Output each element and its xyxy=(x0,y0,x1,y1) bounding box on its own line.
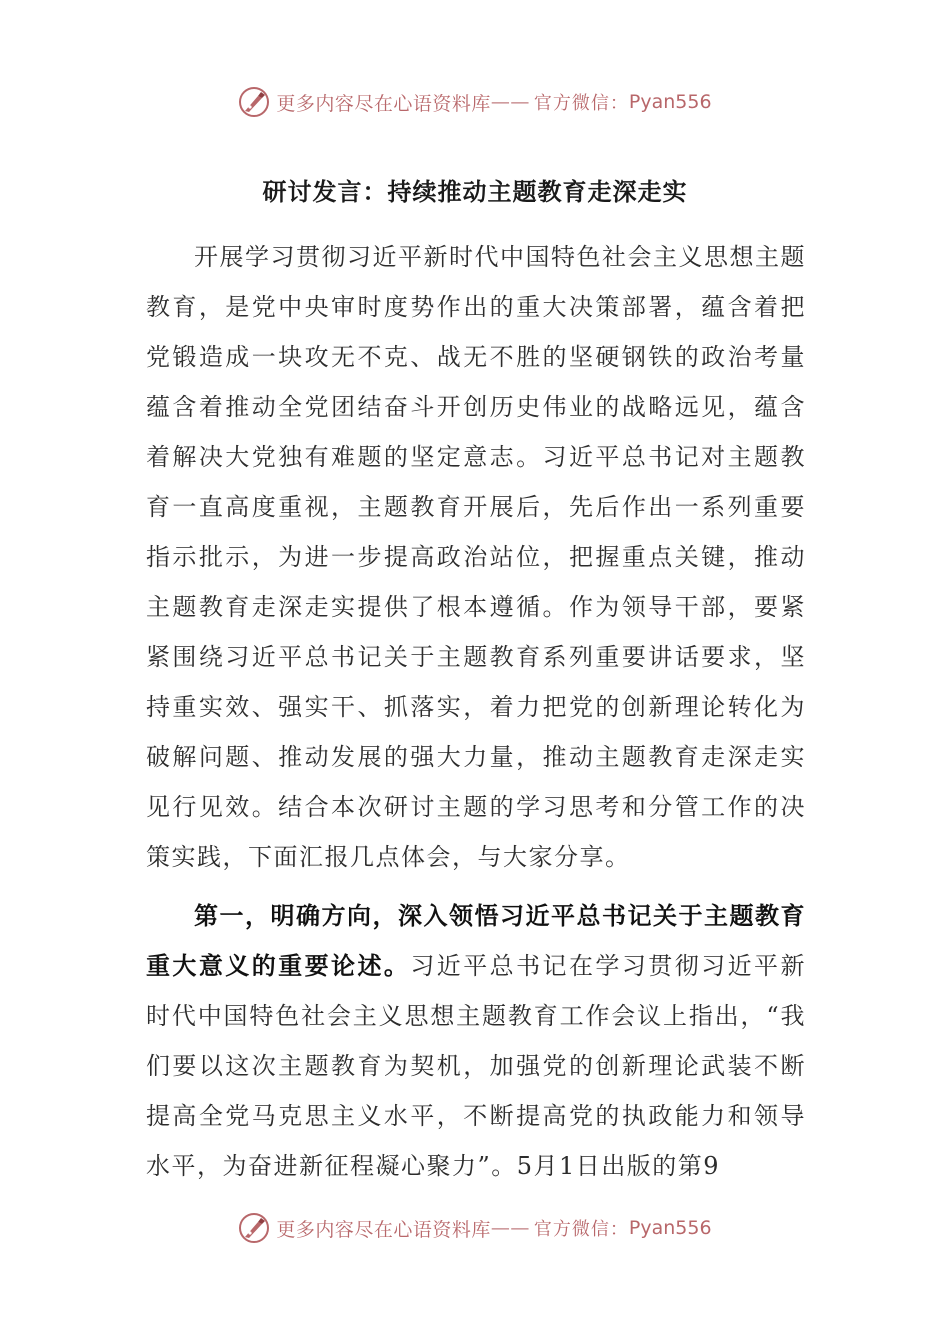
document-body xyxy=(146,232,806,1191)
header-banner xyxy=(0,82,950,122)
pen-nib-logo-icon xyxy=(238,86,270,118)
section-1-heading: 第一，明确方向，深入领悟习近平总书记关于主题教育重大意义的重要论述。 xyxy=(146,901,806,980)
paragraph-intro: 开展学习贯彻习近平新时代中国特色社会主义思想主题教育，是党中央审时度势作出的重大决策部署，蕴含着把党锻造成一块攻无不克、战无不胜的坚硬钢铁的政治考量蕴含着推动全党团结奋斗开创历史伟业的战略远见，蕴含着解决大党独有难题的坚定意志。习近平总书记对主题教育一直高度重视，主题教育开展后，先后作出一系列重要指示批示，为进一步提高政治站位，把握重点关键，推动主题教育走深走实提供了根本遵循。作为领导干部，要紧紧围绕习近平总书记关于主题教育系列重要讲话要求，坚持重实效、强实干、抓落实，着力把党的创新理论转化为破解问题、推动发展的强大力量，推动主题教育走深走实见行见效。结合本次研讨主题的学习思考和分管工作的决策实践，下面汇报几点体会，与大家分享。 xyxy=(146,243,806,871)
banner-main-text: 更多内容尽在心语资料库 xyxy=(276,92,491,115)
footer-banner xyxy=(0,1208,950,1248)
banner-wechat-label: 官方微信： xyxy=(533,93,629,114)
banner-main-text: 更多内容尽在心语资料库 xyxy=(276,1218,491,1241)
banner-wechat-label: 官方微信： xyxy=(533,1219,629,1240)
banner-separator: —— xyxy=(490,91,530,113)
paragraph-section-1 xyxy=(146,891,806,1191)
pen-nib-logo-icon xyxy=(238,1212,270,1244)
banner-separator: —— xyxy=(490,1217,530,1239)
section-1-body: 习近平总书记在学习贯彻习近平新时代中国特色社会主义思想主题教育工作会议上指出，“我们要以这次主题教育为契机，加强党的创新理论武装不断提高全党马克思主义水平，不断提高党的执政能力和领导水平，为奋进新征程凝心聚力”。5月1日出版的第9 xyxy=(146,952,806,1180)
document-title: 研讨发言：持续推动主题教育走深走实 xyxy=(262,177,688,206)
banner-wechat-id: Pyan556 xyxy=(628,1217,712,1239)
banner-wechat-id: Pyan556 xyxy=(628,91,712,113)
